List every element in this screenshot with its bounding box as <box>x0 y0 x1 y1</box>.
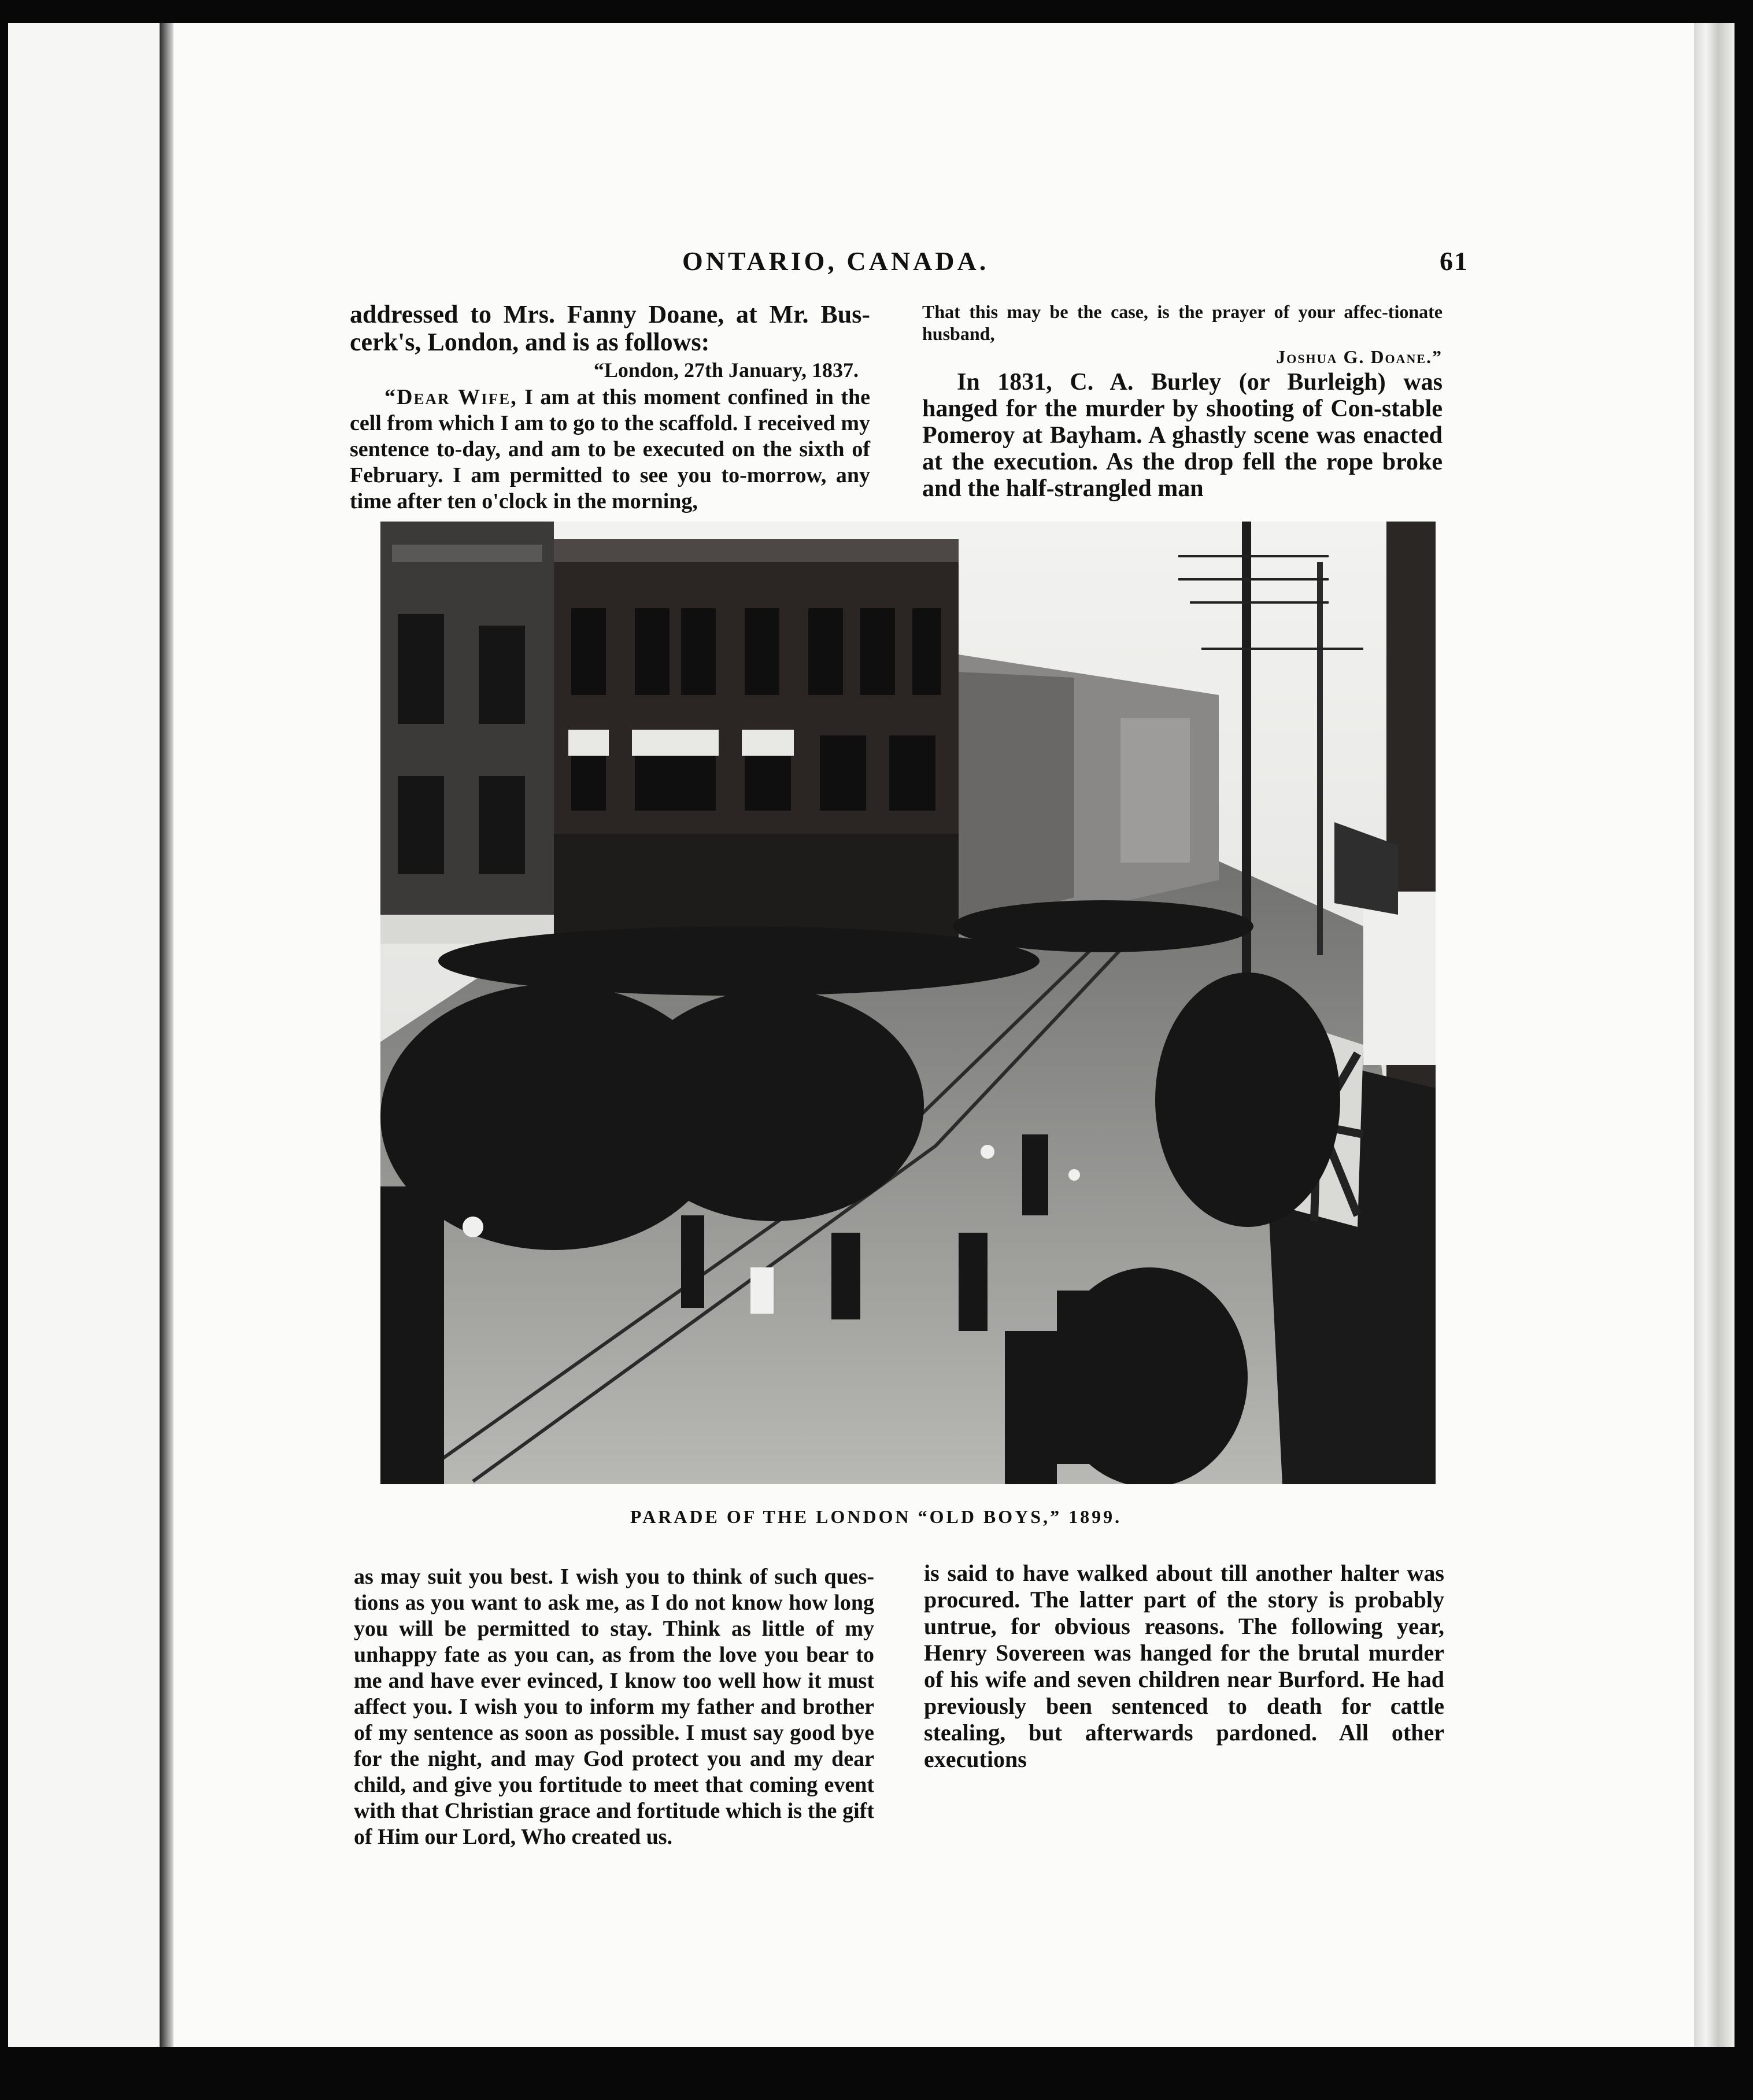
executions-paragraph: is said to have walked about till another halter was procured. The latter part of the story is probably untrue, for obvious reasons. The following year, Henry Sovereen was hanged for the brutal murder of his wife and seven children near Burford. He had previously been sentenced to death for cattle stealing, but afterwards pardoned. All other executions <box>924 1560 1444 1772</box>
parade-photograph <box>380 522 1436 1484</box>
right-column-bottom <box>924 1560 1444 1773</box>
running-head <box>682 246 1469 276</box>
right-column-top <box>922 301 1443 502</box>
page-stack-edge <box>1694 23 1734 2047</box>
letter-closing: That this may be the case, is the prayer of your affec-tionate husband, <box>922 301 1443 344</box>
photo-caption: PARADE OF THE LONDON “OLD BOYS,” 1899. <box>630 1506 1122 1527</box>
letter-salutation: “Dear Wife, <box>384 385 517 409</box>
facing-page-edge <box>8 23 160 2047</box>
left-column-top <box>350 301 870 515</box>
letter-opening <box>350 384 870 515</box>
letter-signature: Joshua G. Doane.” <box>1276 346 1443 367</box>
letter-text-start: I am at this moment confined in the cell from which I am to go to the scaffold. I received my sentence to-day, and am to be executed on the sixth of February. I am permitted to see you to-morrow, any time after ten o'clock in the morning, <box>350 385 871 513</box>
book-gutter <box>160 23 173 2047</box>
letter-signature-line <box>922 346 1443 368</box>
page-number: 61 <box>1440 246 1469 276</box>
letter-dateline: “London, 27th January, 1837. <box>593 358 859 382</box>
burley-paragraph: In 1831, C. A. Burley (or Burleigh) was hanged for the murder by shooting of Con-stable Pomeroy at Bayham. A ghastly scene was enacted at the execution. As the drop fell the rope broke and the half-strangled man <box>922 369 1443 502</box>
left-column-bottom <box>354 1564 874 1850</box>
running-title: ONTARIO, CANADA. <box>682 246 989 276</box>
parade-photo-illustration <box>380 522 1436 1484</box>
letter-intro: addressed to Mrs. Fanny Doane, at Mr. Bus-cerk's, London, and is as follows: <box>350 300 870 356</box>
letter-continuation: as may suit you best. I wish you to think of such ques-tions as you want to ask me, as I do not know how long you will be permitted to stay. Think as little of my unhappy fate as you can, as from the love you bear to me and have ever evinced, I know too well how it must affect you. I wish you to inform my father and brother of my sentence as soon as possible. I must say good bye for the night, and may God protect you and my dear child, and give you fortitude to meet that coming event with that Christian grace and fortitude which is the gift of Him our Lord, Who created us. <box>354 1565 874 1849</box>
